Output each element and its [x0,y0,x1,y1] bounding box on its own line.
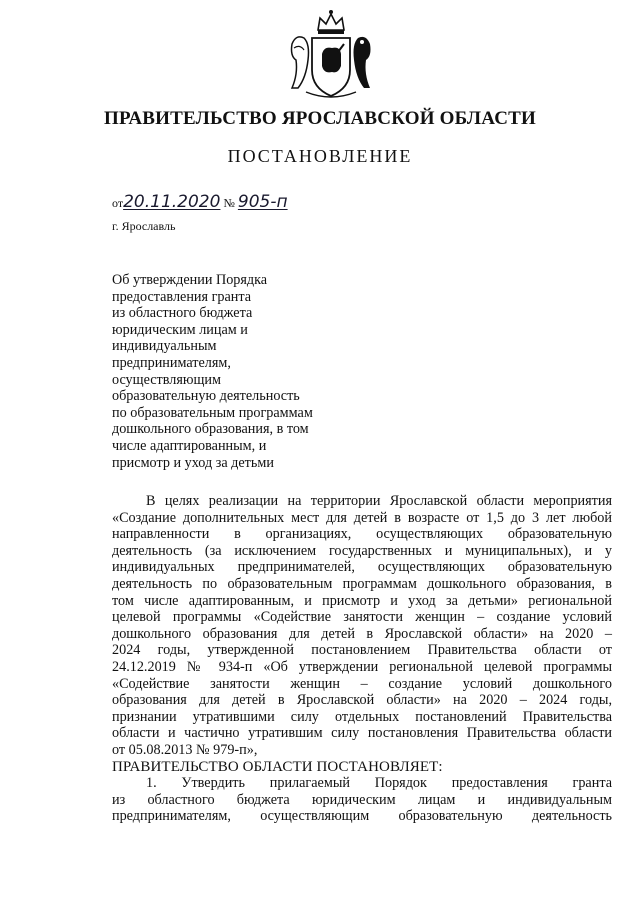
subject-line: юридическим лицам и [112,321,248,338]
subject-line: индивидуальным [112,338,217,355]
coat-of-arms-bear-icon [286,8,376,100]
body-line: 24.12.2019 № 934-п «Об утверждении региональной целевой программы [112,658,612,675]
subject-line: по образовательным программам [112,404,313,421]
body-line: деятельность (за исключением государственных и муниципальных), и у [112,542,612,559]
body-text [112,493,612,825]
body-line: том числе адаптированным, и присмотр и уход за детьми» региональной [112,592,612,609]
subject-line: дошкольного образования, в том [112,421,309,438]
body-line: признании утратившими силу отдельных постановлений Правительства [112,708,612,725]
subject-line: осуществляющим [112,371,221,388]
body-line: индивидуальных предпринимателей, осуществляющих образовательную [112,559,612,576]
body-line: целевой программы «Содействие занятости женщин – создание условий [112,609,612,626]
subject-line: предоставления гранта [112,288,252,305]
subject-block [112,272,352,471]
subject-line: предпринимателям, [112,354,231,371]
body-line: образования для детей в Ярославской области» на 2020 – 2024 годы, [112,692,612,709]
subject-line: из областного бюджета [112,305,253,322]
subject-line: Об утверждении Порядка [112,272,268,288]
body-line: В целях реализации на территории Ярославской области мероприятия [146,493,612,509]
item-line: из областного бюджета юридическим лицам и индивидуальным [112,791,612,808]
subject-line: образовательную деятельность [112,388,300,405]
body-line: «Содействие занятости женщин – создание условий дошкольного [112,675,612,692]
subject-line: числе адаптированным, и [112,437,267,454]
city: г. Ярославль [112,219,176,233]
government-title: ПРАВИТЕЛЬСТВО ЯРОСЛАВСКОЙ ОБЛАСТИ [104,108,536,129]
date-number-line [112,192,288,212]
body-line: дошкольного образования для детей в Ярославской области» на 2020 – [112,625,612,642]
body-line: области и частично утратившим силу постановления Правительства области [112,725,612,742]
body-line: направленности в организациях, осуществляющих образовательную [112,526,612,543]
item-line: 1. Утвердить прилагаемый Порядок предоставления гранта [146,775,612,792]
body-line: 2024 годы, утвержденной постановлением Правительства области от [112,642,612,659]
body-line: «Создание дополнительных мест для детей в возрасте от 1,5 до 3 лет любой [112,509,612,526]
body-line: от 05.08.2013 № 979-п», [112,741,258,758]
number-value: 905-п [237,192,288,212]
subject-line: присмотр и уход за детьми [112,454,274,471]
date-value: 20.11.2020 [123,192,221,212]
item-line: предпринимателям, осуществляющим образовательную деятельность [112,808,612,825]
document-type: ПОСТАНОВЛЕНИЕ [227,146,413,166]
date-prefix: от [112,196,124,210]
number-prefix: № [223,196,235,210]
body-line: деятельность по образовательным программам дошкольного образования, в [112,575,612,592]
resolve-heading: ПРАВИТЕЛЬСТВО ОБЛАСТИ ПОСТАНОВЛЯЕТ: [112,758,443,775]
